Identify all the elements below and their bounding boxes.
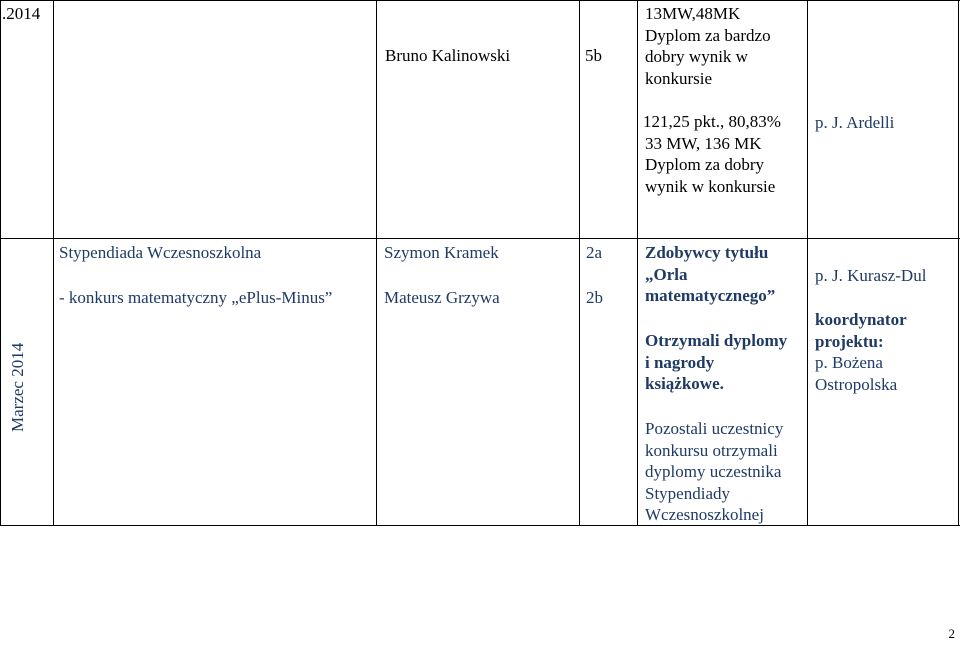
row1-student: Bruno Kalinowski <box>385 46 511 65</box>
result-line: konkursie <box>645 68 713 88</box>
col-border-5 <box>807 0 808 526</box>
row2-coordinator-name <box>809 352 957 395</box>
row1-teacher: p. J. Ardelli <box>815 113 895 132</box>
col-border-right <box>958 0 959 526</box>
table-bottom-border <box>0 525 960 526</box>
result-bold-line: „Orla <box>645 264 688 284</box>
result-line: konkursu otrzymali <box>645 440 778 460</box>
row2-student-1: Szymon Kramek <box>384 243 499 262</box>
row2-date: Marzec 2014 <box>8 342 27 432</box>
row2-coordinator-label: projektu: <box>815 331 884 351</box>
result-bold-line: Zdobywcy tytułu <box>645 243 769 262</box>
col-border-left <box>0 0 1 526</box>
row2-contest-subtitle: - konkurs matematyczny „ePlus-Minus” <box>59 288 333 307</box>
row2-student-2: Mateusz Grzywa <box>384 288 500 307</box>
row2-contest-title: Stypendiada Wczesnoszkolna <box>59 243 262 262</box>
result-bold-line: i nagrody <box>645 352 715 372</box>
result-line: 33 MW, 136 MK <box>645 133 762 153</box>
row2-teacher: p. J. Kurasz-Dul <box>815 266 927 285</box>
col-border-1 <box>53 0 54 526</box>
result-bold-line: książkowe. <box>645 374 724 393</box>
result-bold-line: Otrzymali dyplomy <box>645 331 788 350</box>
result-line: 121,25 pkt., 80,83% <box>643 112 781 131</box>
row2-coordinator-label: koordynator <box>815 310 907 329</box>
result-line: wynik w konkursie <box>645 176 776 196</box>
row2-class-1: 2a <box>586 243 603 262</box>
result-line: Wczesnoszkolnej <box>645 505 764 524</box>
row-divider <box>0 238 960 239</box>
col-border-3 <box>579 0 580 526</box>
coordinator-name-line: p. Bożena <box>815 353 883 372</box>
table-top-border <box>0 0 960 1</box>
result-line: Dyplom za dobry <box>645 155 764 174</box>
coordinator-name-line: Ostropolska <box>815 374 898 394</box>
result-line: Pozostali uczestnicy <box>645 419 784 438</box>
result-line: 13MW,48MK <box>645 4 741 23</box>
result-line: Dyplom za bardzo <box>645 25 771 45</box>
row2-class-2: 2b <box>586 288 603 307</box>
row1-class: 5b <box>585 46 602 65</box>
row1-date: .2014 <box>2 4 41 23</box>
page-number: 2 <box>948 626 955 641</box>
result-bold-line: matematycznego” <box>645 286 776 305</box>
result-line: dobry wynik w <box>645 47 748 66</box>
col-border-2 <box>376 0 377 526</box>
result-line: dyplomy uczestnika <box>645 462 782 481</box>
result-line: Stypendiady <box>645 483 730 503</box>
col-border-4 <box>637 0 638 526</box>
